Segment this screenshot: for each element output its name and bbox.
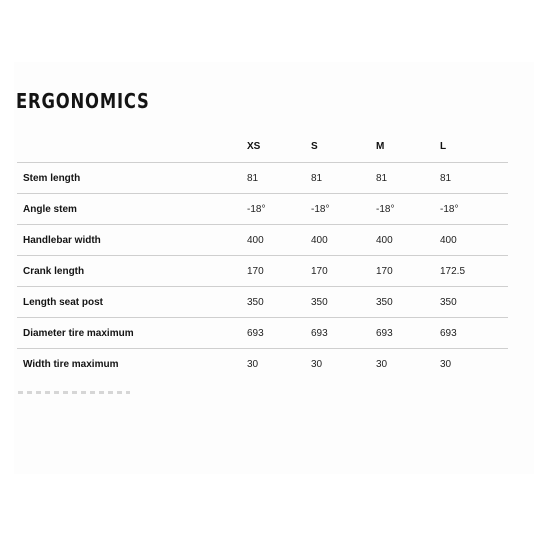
cell-value: 693: [247, 318, 311, 349]
cell-value: -18°: [440, 194, 508, 225]
cell-value: 170: [311, 256, 376, 287]
row-label: Width tire maximum: [23, 358, 119, 370]
ergonomics-table: [17, 131, 508, 379]
row-label: Angle stem: [17, 194, 247, 225]
table-row: [17, 349, 508, 380]
cell-value: 350: [311, 287, 376, 318]
table-row: [17, 194, 508, 225]
table-row: [17, 163, 508, 194]
row-label: Length seat post: [17, 287, 247, 318]
row-label: Stem length: [17, 163, 247, 194]
cell-value: 30: [247, 358, 259, 370]
cell-value: 30: [376, 358, 388, 370]
cell-value: 400: [247, 225, 311, 256]
row-label: Handlebar width: [17, 225, 247, 256]
cell-value: -18°: [247, 194, 311, 225]
cell-value: 172.5: [440, 256, 508, 287]
header-row: [17, 131, 508, 163]
cell-value: 81: [247, 163, 311, 194]
cell-value: 81: [311, 163, 376, 194]
size-header-l: L: [440, 131, 508, 163]
cell-value: -18°: [311, 194, 376, 225]
header-label-cell: [17, 131, 247, 163]
cell-value: 170: [376, 256, 440, 287]
cell-value: -18°: [376, 194, 440, 225]
table-row: [17, 287, 508, 318]
cell-value: 350: [440, 287, 508, 318]
size-header-xs: XS: [247, 131, 311, 163]
cell-value: 400: [311, 225, 376, 256]
cell-value: 693: [376, 318, 440, 349]
cell-value: 170: [247, 256, 311, 287]
cell-value: 693: [440, 318, 508, 349]
faded-footnote: [18, 391, 130, 394]
table-row: [17, 225, 508, 256]
cell-value: 30: [440, 358, 452, 370]
size-header-s: S: [311, 131, 376, 163]
cell-value: 81: [440, 163, 508, 194]
cell-value: 81: [376, 163, 440, 194]
size-header-m: M: [376, 131, 440, 163]
row-label: Diameter tire maximum: [17, 318, 247, 349]
cell-value: 400: [376, 225, 440, 256]
table-row: [17, 256, 508, 287]
cell-value: 693: [311, 318, 376, 349]
row-label: Crank length: [17, 256, 247, 287]
section-title: ERGONOMICS: [16, 89, 150, 113]
cell-value: 350: [247, 287, 311, 318]
cell-value: 350: [376, 287, 440, 318]
cell-value: 400: [440, 225, 508, 256]
table-row: [17, 318, 508, 349]
cell-value: 30: [311, 358, 323, 370]
